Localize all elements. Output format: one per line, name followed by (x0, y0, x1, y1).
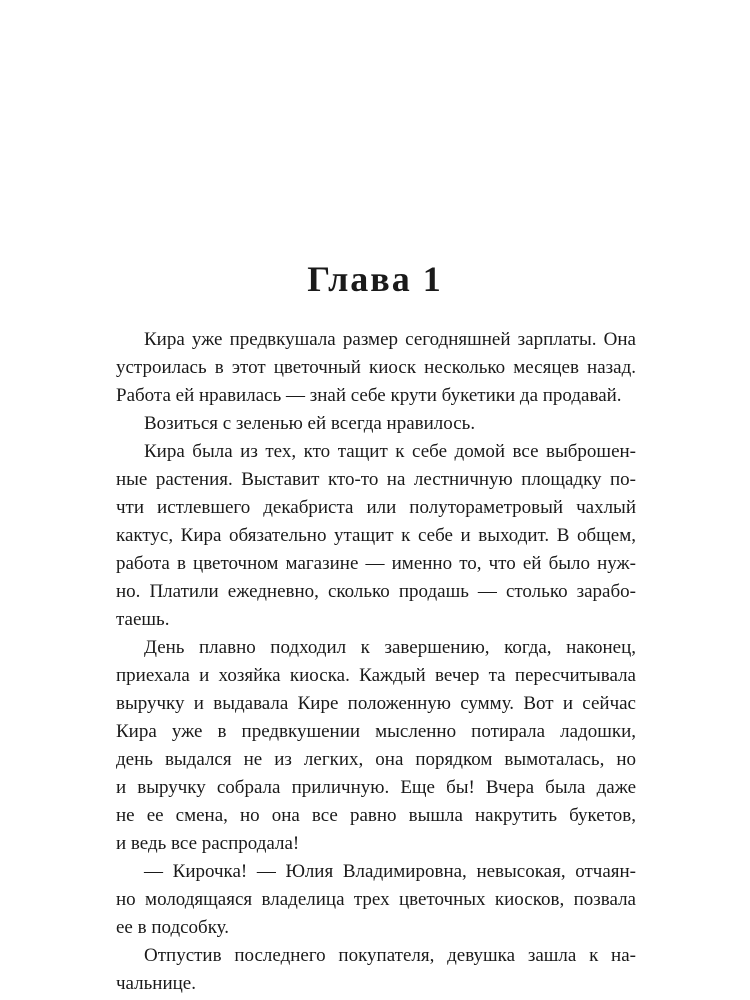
text-line: Отпустив последнего покупателя, девушка зашла к на- (144, 945, 636, 966)
text-line: День плавно подходил к завершению, когда, наконец, (144, 637, 636, 658)
text-line: Кира уже предвкушала размер сегодняшней зарплаты. Она (144, 329, 636, 350)
text-line: и выручку собрала приличную. Еще бы! Вчера была даже (116, 777, 636, 798)
text-line: чальнице. (116, 973, 196, 994)
text-line: ные растения. Выставит кто-то на лестничную площадку по- (116, 469, 636, 490)
text-line: таешь. (116, 609, 170, 630)
text-line: и ведь все распродала! (116, 833, 300, 854)
text-line: кактус, Кира обязательно утащит к себе и выходит. В общем, (116, 525, 636, 546)
chapter-title: Глава 1 (307, 259, 443, 299)
text-line: Кира была из тех, кто тащит к себе домой все выброшен- (144, 441, 636, 462)
text-line: день выдался не из легких, она порядком вымоталась, но (116, 749, 636, 770)
text-line: устроилась в этот цветочный киоск несколько месяцев назад. (116, 357, 636, 378)
text-line: чти истлевшего декабриста или полутораметровый чахлый (116, 497, 636, 518)
text-line: выручку и выдавала Кире положенную сумму. Вот и сейчас (116, 693, 636, 714)
text-line: Возиться с зеленью ей всегда нравилось. (144, 413, 476, 434)
text-line: но. Платили ежедневно, сколько продашь — столько зарабо- (116, 581, 636, 602)
text-line: но молодящаяся владелица трех цветочных киосков, позвала (116, 889, 636, 910)
text-line: не ее смена, но она все равно вышла накрутить букетов, (116, 805, 636, 826)
text-line: приехала и хозяйка киоска. Каждый вечер та пересчитывала (116, 665, 636, 686)
text-line: Кира уже в предвкушении мысленно потирала ладошки, (116, 721, 636, 742)
text-line: — Кирочка! — Юлия Владимировна, невысокая, отчаян- (144, 861, 636, 882)
text-line: работа в цветочном магазине — именно то, что ей было нуж- (116, 553, 636, 574)
text-line: ее в подсобку. (116, 917, 230, 938)
text-line: Работа ей нравилась — знай себе крути букетики да продавай. (116, 385, 622, 406)
